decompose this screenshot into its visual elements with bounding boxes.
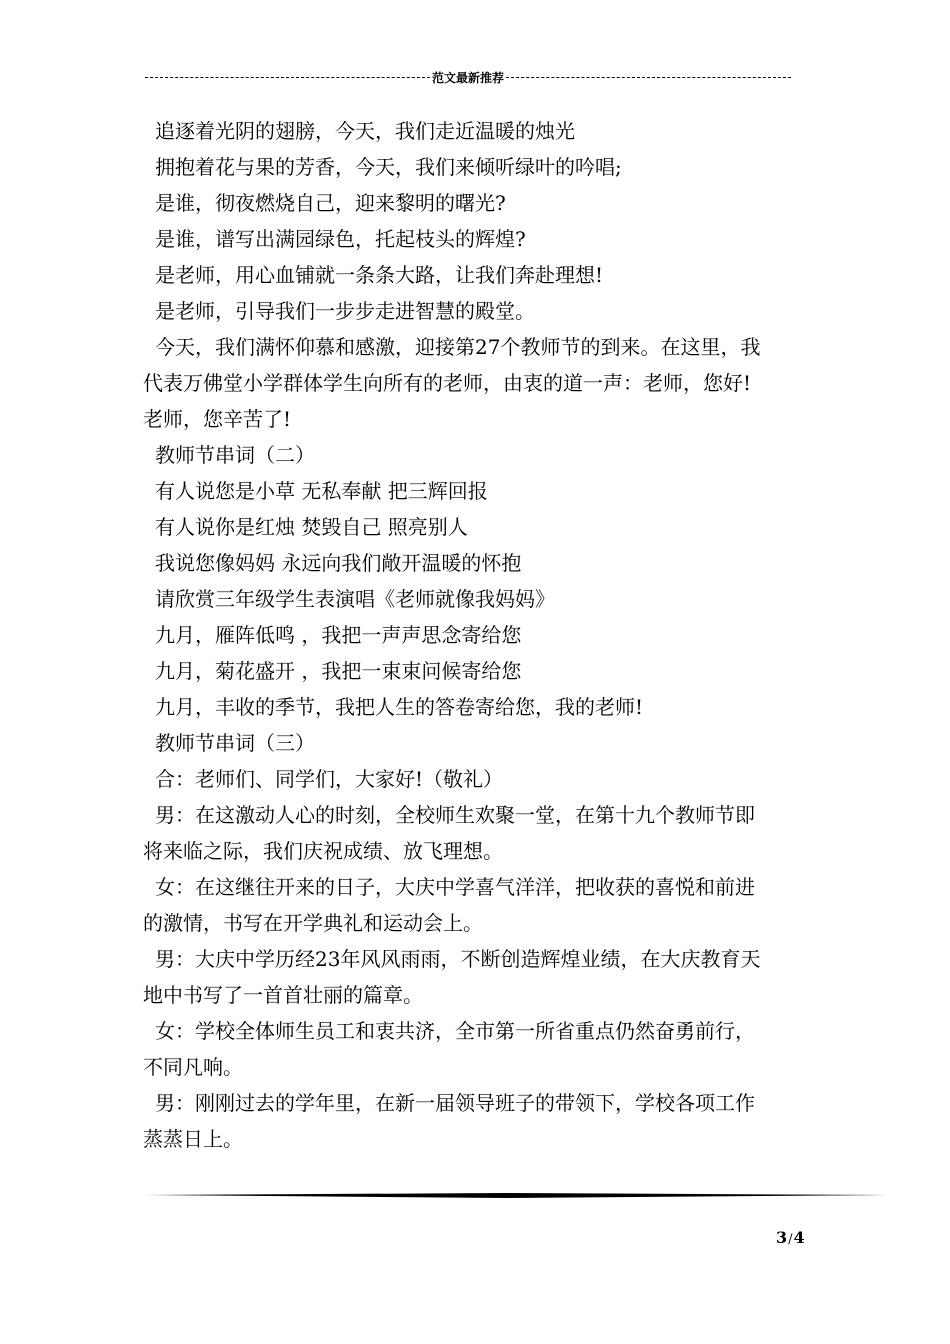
text-line: 追逐着光阴的翅膀，今天，我们走近温暖的烛光 [155,119,575,143]
text-line: 有人说您是小草 无私奉献 把三辉回报 [155,479,488,503]
text-line: 女：在这继往开来的日子，大庆中学喜气洋洋，把收获的喜悦和前进 [155,875,755,899]
page-number [776,1228,805,1247]
text-line: 有人说你是红烛 焚毁自己 照亮别人 [155,515,468,539]
section-heading: 教师节串词（二） [155,443,315,467]
text-line: 今天，我们满怀仰慕和感激，迎接第27个教师节的到来。在这里，我 [155,335,761,359]
text-line: 我说您像妈妈 永远向我们敞开温暖的怀抱 [155,551,522,575]
text-line: 地中书写了一首首壮丽的篇章。 [143,983,423,1007]
text-line: 合：老师们、同学们，大家好!（敬礼） [155,767,504,791]
text-line: 拥抱着花与果的芳香，今天，我们来倾听绿叶的吟唱; [155,155,622,179]
page-total: 4 [793,1228,805,1247]
footer-rule [145,1193,889,1198]
text-line: 是谁，谱写出满园绿色，托起枝头的辉煌? [155,227,526,251]
text-line: 女：学校全体师生员工和衷共济，全市第一所省重点仍然奋勇前行， [155,1019,755,1043]
text-line: 老师，您辛苦了! [143,407,292,431]
text-line: 不同凡响。 [143,1055,243,1079]
section-heading: 教师节串词（三） [155,731,315,755]
text-line: 是老师，引导我们一步步走进智慧的殿堂。 [155,299,535,323]
header-title: 范文最新推荐 [432,70,505,85]
text-line: 是谁，彻夜燃烧自己，迎来黎明的曙光? [155,191,506,215]
page-header [145,67,791,87]
text-line: 请欣赏三年级学生表演唱《老师就像我妈妈》 [155,587,555,611]
text-line: 男：刚刚过去的学年里，在新一届领导班子的带领下，学校各项工作 [155,1091,755,1115]
header-dash-left [145,77,430,78]
page-separator: / [788,1232,793,1247]
text-line: 九月，雁阵低鸣 ，我把一声声思念寄给您 [155,623,522,647]
text-line: 九月，菊花盛开 ，我把一束束问候寄给您 [155,659,522,683]
text-line: 九月，丰收的季节，我把人生的答卷寄给您，我的老师! [155,695,644,719]
text-line: 男：大庆中学历经23年风风雨雨，不断创造辉煌业绩，在大庆教育天 [155,947,761,971]
page-current: 3 [776,1228,788,1247]
text-line: 将来临之际，我们庆祝成绩、放飞理想。 [143,839,503,863]
text-line: 蒸蒸日上。 [143,1127,243,1151]
text-line: 是老师，用心血铺就一条条大路，让我们奔赴理想! [155,263,604,287]
text-line: 的激情，书写在开学典礼和运动会上。 [143,911,483,935]
document-body [143,113,843,1157]
text-line: 男：在这激动人心的时刻，全校师生欢聚一堂，在第十九个教师节即 [155,803,755,827]
text-line: 代表万佛堂小学群体学生向所有的老师，由衷的道一声：老师，您好! [143,371,752,395]
header-dash-right [506,77,791,78]
